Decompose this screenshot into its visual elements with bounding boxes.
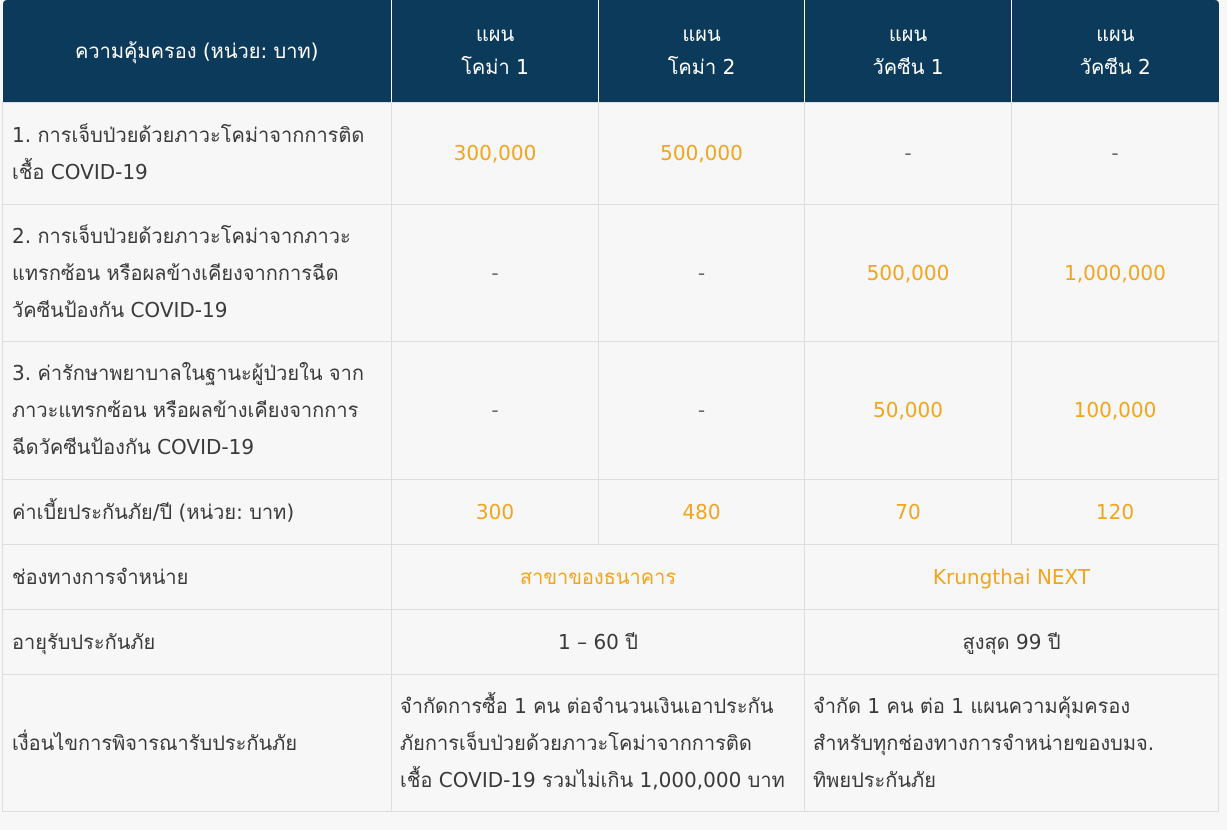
- coverage-value: 50,000: [805, 342, 1012, 480]
- plan-coma-2-header: แผน โคม่า 2: [599, 0, 805, 103]
- premium-value: 120: [1012, 480, 1219, 545]
- plan-vaccine-1-header: แผน วัคซีน 1: [805, 0, 1012, 103]
- age-row: [3, 610, 1219, 675]
- channel-label: ช่องทางการจำหน่าย: [3, 545, 392, 610]
- premium-value: 70: [805, 480, 1012, 545]
- conditions-label: เงื่อนไขการพิจารณารับประกันภัย: [3, 675, 392, 812]
- coverage-value: 500,000: [599, 103, 805, 205]
- coverage-value: 1,000,000: [1012, 205, 1219, 342]
- coverage-value: -: [805, 103, 1012, 205]
- table-row: [3, 103, 1219, 205]
- conditions-vaccine-value: จำกัด 1 คน ต่อ 1 แผนความคุ้มครอง สำหรับทุกช่องทางการจำหน่ายของบมจ. ทิพยประกันภัย: [805, 675, 1219, 812]
- coverage-value: -: [392, 205, 599, 342]
- coverage-item-label: 1. การเจ็บป่วยด้วยภาวะโคม่าจากการติด เชื้อ COVID-19: [3, 103, 392, 205]
- coverage-item-label: 2. การเจ็บป่วยด้วยภาวะโคม่าจากภาวะ แทรกซ้อน หรือผลข้างเคียงจากการฉีด วัคซีนป้องกัน COVID-19: [3, 205, 392, 342]
- premium-row: [3, 480, 1219, 545]
- coverage-value: -: [599, 342, 805, 480]
- coverage-value: 300,000: [392, 103, 599, 205]
- coverage-value: -: [392, 342, 599, 480]
- coverage-value: -: [1012, 103, 1219, 205]
- age-vaccine-value: สูงสุด 99 ปี: [805, 610, 1219, 675]
- table-row: [3, 205, 1219, 342]
- coverage-value: 500,000: [805, 205, 1012, 342]
- premium-value: 480: [599, 480, 805, 545]
- age-label: อายุรับประกันภัย: [3, 610, 392, 675]
- premium-label: ค่าเบี้ยประกันภัย/ปี (หน่วย: บาท): [3, 480, 392, 545]
- coverage-column-header: ความคุ้มครอง (หน่วย: บาท): [3, 0, 392, 103]
- channel-coma-value: สาขาของธนาคาร: [392, 545, 805, 610]
- coverage-value: -: [599, 205, 805, 342]
- channel-row: [3, 545, 1219, 610]
- conditions-coma-value: จำกัดการซื้อ 1 คน ต่อจำนวนเงินเอาประกัน ภัยการเจ็บป่วยด้วยภาวะโคม่าจากการติด เชื้อ COVID-19 รวมไม่เกิน 1,000,000 บาท: [392, 675, 805, 812]
- premium-value: 300: [392, 480, 599, 545]
- age-coma-value: 1 – 60 ปี: [392, 610, 805, 675]
- table-row: [3, 342, 1219, 480]
- plan-coma-1-header: แผน โคม่า 1: [392, 0, 599, 103]
- table-header-row: [3, 0, 1219, 103]
- coverage-item-label: 3. ค่ารักษาพยาบาลในฐานะผู้ป่วยใน จาก ภาวะแทรกซ้อน หรือผลข้างเคียงจากการ ฉีดวัคซีนป้องกัน COVID-19: [3, 342, 392, 480]
- coverage-value: 100,000: [1012, 342, 1219, 480]
- conditions-row: [3, 675, 1219, 812]
- coverage-table: [2, 0, 1219, 812]
- channel-vaccine-value: Krungthai NEXT: [805, 545, 1219, 610]
- plan-vaccine-2-header: แผน วัคซีน 2: [1012, 0, 1219, 103]
